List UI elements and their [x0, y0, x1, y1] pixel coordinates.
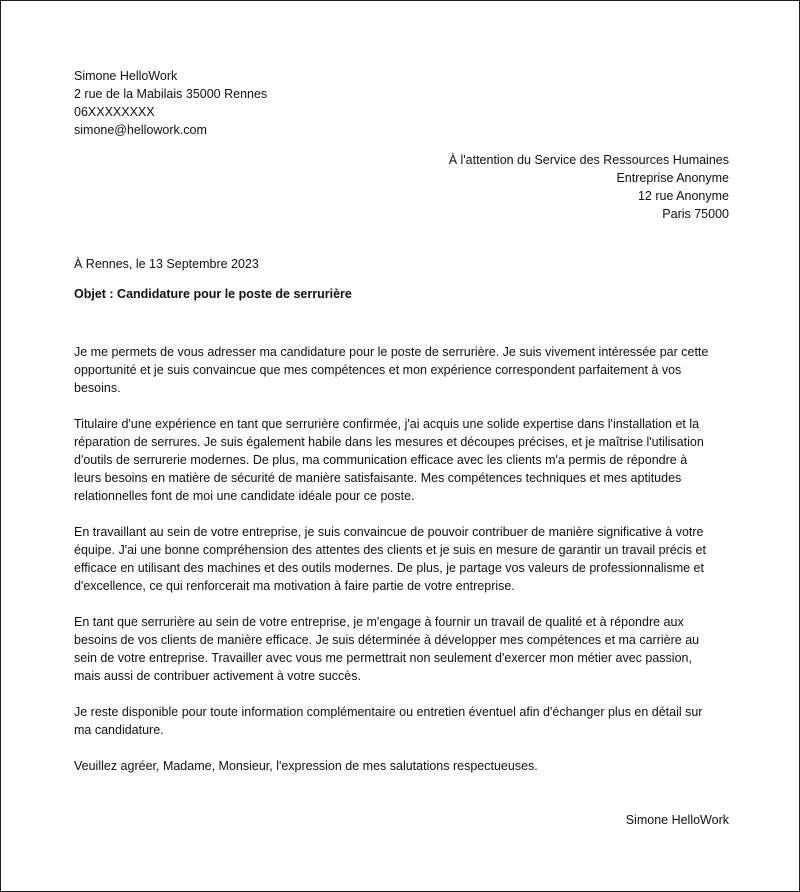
paragraph-line: efficace en utilisant des machines et des outils modernes. De plus, je partage vos valeurs de professionnalisme et [74, 561, 704, 575]
sender-phone: 06XXXXXXXX [74, 105, 155, 119]
paragraph-line: besoins. [74, 381, 121, 395]
body-paragraph [74, 415, 729, 505]
paragraph-line: En tant que serrurière au sein de votre entreprise, je m'engage à fournir un travail de qualité et à répondre aux [74, 615, 684, 629]
paragraph-line: leurs besoins en matière de sécurité de manière satisfaisante. Mes compétences techniques et mes aptitudes [74, 471, 682, 485]
body-paragraph [74, 703, 729, 739]
paragraph-line: Je reste disponible pour toute information complémentaire ou entretien éventuel afin d'échanger plus en détail sur [74, 705, 703, 719]
paragraph-line: d'outils de serrurerie modernes. De plus, ma communication efficace avec les clients m'a permis de répondre à [74, 453, 688, 467]
recipient-street: 12 rue Anonyme [637, 189, 729, 203]
body-paragraph [74, 343, 729, 397]
paragraph-line: sein de votre entreprise. Travailler avec vous me permettrait non seulement d'exercer mon métier avec passion, [74, 651, 692, 665]
sender-name: Simone HelloWork [74, 69, 178, 83]
recipient-block [74, 151, 729, 223]
paragraph-line: réparation de serrures. Je suis également habile dans les mesures et découpes précises, et je maîtrise l'utilisation [74, 435, 704, 449]
letter-body [74, 343, 729, 793]
paragraph-line: opportunité et je suis convaincue que mes compétences et mon expérience correspondent parfaitement à vos [74, 363, 682, 377]
paragraph-line: Titulaire d'une expérience en tant que serrurière confirmée, j'ai acquis une solide expertise dans l'installation et la [74, 417, 700, 431]
sender-address: 2 rue de la Mabilais 35000 Rennes [74, 87, 268, 101]
recipient-attention: À l'attention du Service des Ressources Humaines [448, 153, 729, 167]
paragraph-line: En travaillant au sein de votre entreprise, je suis convaincue de pouvoir contribuer de manière significative à votre [74, 525, 704, 539]
sender-email: simone@hellowork.com [74, 123, 207, 137]
paragraph-line: Veuillez agréer, Madame, Monsieur, l'expression de mes salutations respectueuses. [74, 759, 538, 773]
recipient-company: Entreprise Anonyme [616, 171, 729, 185]
signature: Simone HelloWork [625, 813, 729, 827]
paragraph-line: équipe. J'ai une bonne compréhension des attentes des clients et je suis en mesure de garantir un travail précis et [74, 543, 706, 557]
sender-block [74, 67, 729, 139]
recipient-city: Paris 75000 [662, 207, 729, 221]
paragraph-line: besoins de vos clients de manière efficace. Je suis déterminée à développer mes compétences et ma carrière au [74, 633, 700, 647]
body-paragraph [74, 523, 729, 595]
paragraph-line: mais aussi de contribuer activement à votre succès. [74, 669, 361, 683]
body-paragraph [74, 757, 729, 775]
paragraph-line: d'excellence, ce qui renforcerait ma motivation à faire partie de votre entreprise. [74, 579, 515, 593]
letter-subject: Objet : Candidature pour le poste de serrurière [74, 287, 352, 301]
paragraph-line: Je me permets de vous adresser ma candidature pour le poste de serrurière. Je suis vivement intéressée par cette [74, 345, 709, 359]
paragraph-line: relationnelles font de moi une candidate idéale pour ce poste. [74, 489, 415, 503]
body-paragraph [74, 613, 729, 685]
paragraph-line: ma candidature. [74, 723, 164, 737]
letter-date: À Rennes, le 13 Septembre 2023 [74, 257, 259, 271]
